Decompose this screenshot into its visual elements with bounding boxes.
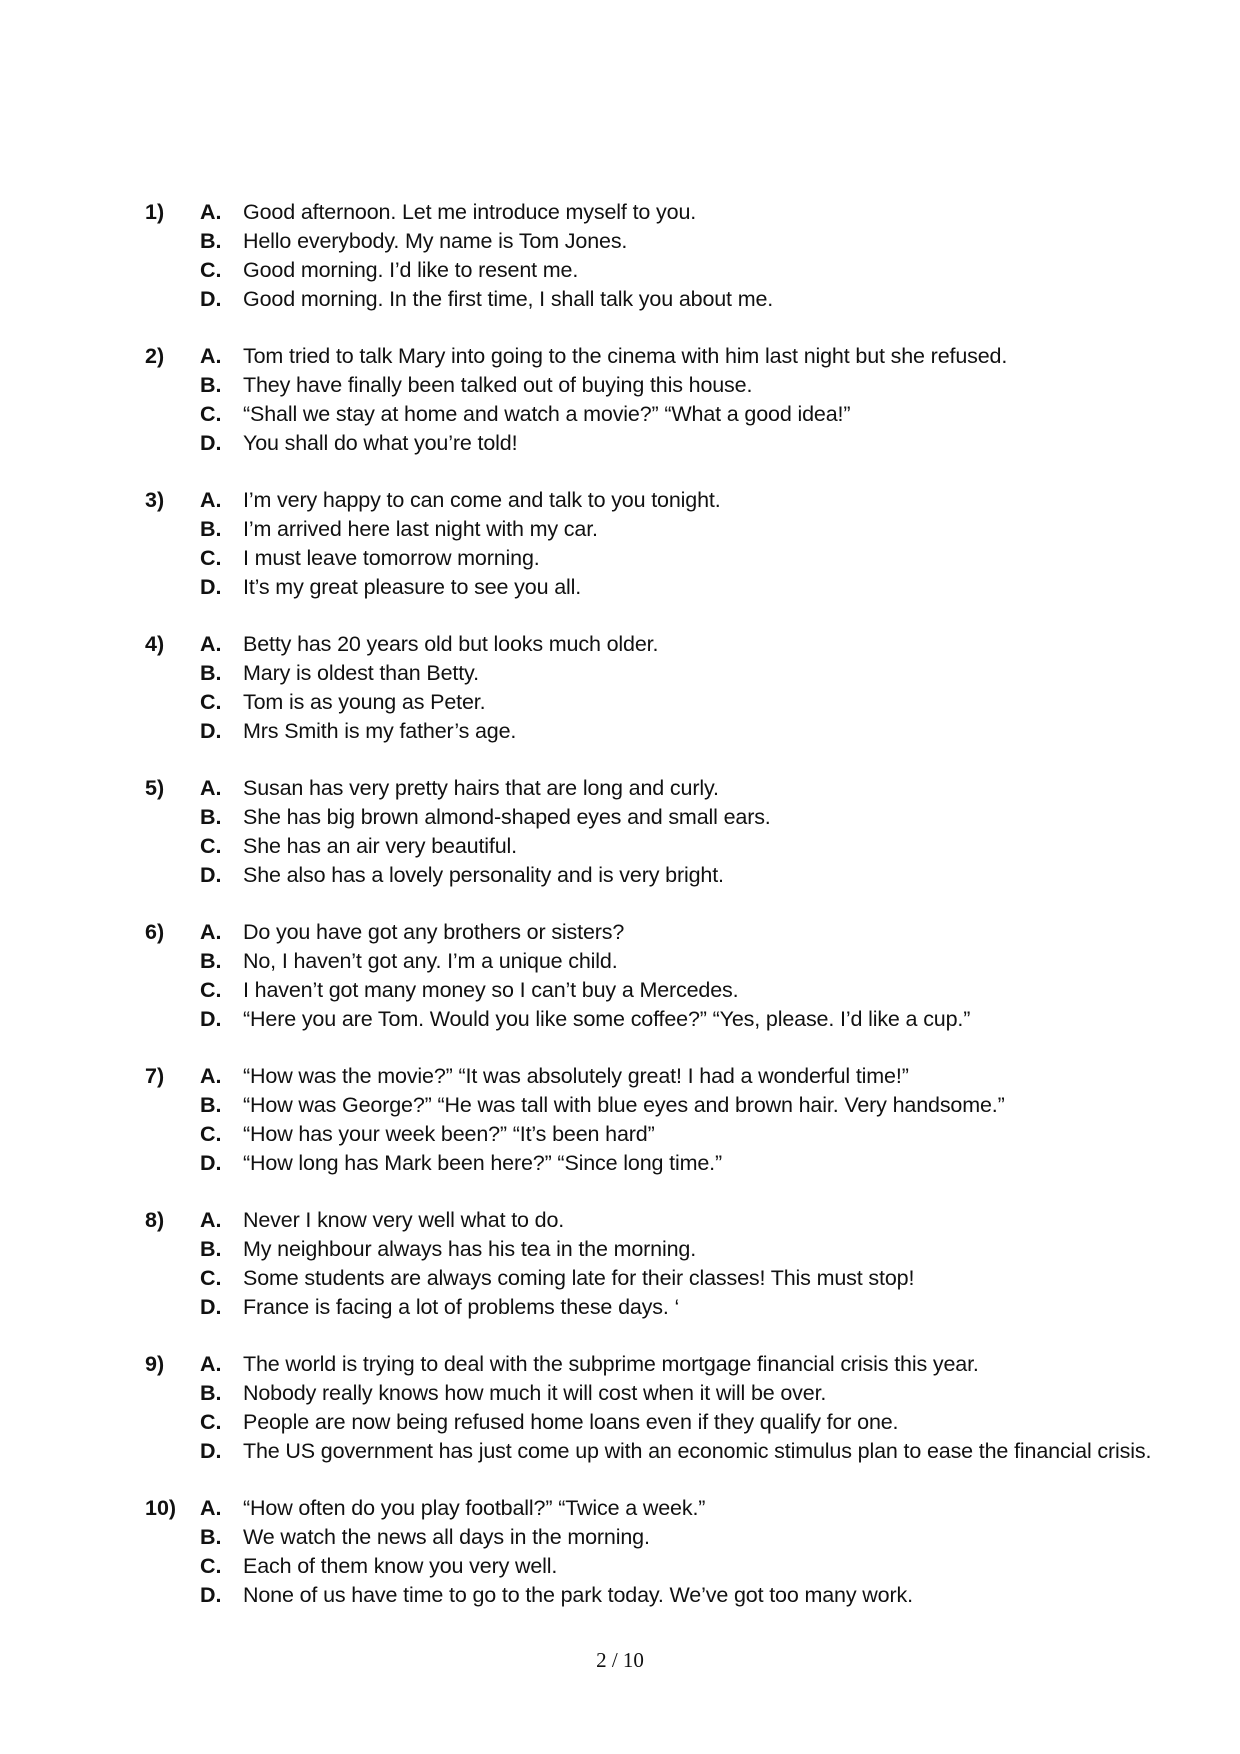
option-text: Do you have got any brothers or sisters? [243,920,625,944]
answer-option [0,1350,1240,1379]
answer-option [0,1379,1240,1408]
page-number: 2 / 10 [596,1648,644,1672]
answer-option [0,861,1240,890]
option-letter: B. [200,1525,222,1549]
option-text: Tom tried to talk Mary into going to the cinema with him last night but she refused. [243,344,1008,368]
answer-option [0,429,1240,458]
answer-option [0,256,1240,285]
option-text: France is facing a lot of problems these days. ‘ [243,1295,680,1319]
answer-option [0,947,1240,976]
question-number: 3) [145,488,165,512]
answer-option [0,918,1240,947]
answer-option [0,285,1240,314]
option-text: We watch the news all days in the morning. [243,1525,650,1549]
question-number: 1) [145,200,165,224]
question-item [0,486,1240,602]
answer-option [0,544,1240,573]
answer-option [0,515,1240,544]
answer-option [0,1494,1240,1523]
option-text: You shall do what you’re told! [243,431,518,455]
answer-option [0,1264,1240,1293]
option-text: I haven’t got many money so I can’t buy a Mercedes. [243,978,739,1002]
answer-option [0,1091,1240,1120]
option-letter: D. [200,719,222,743]
option-text: She has big brown almond-shaped eyes and small ears. [243,805,771,829]
answer-option [0,342,1240,371]
option-text: “How was the movie?” “It was absolutely great! I had a wonderful time!” [243,1064,909,1088]
option-letter: A. [200,632,222,656]
option-text: Nobody really knows how much it will cost when it will be over. [243,1381,827,1405]
answer-option [0,227,1240,256]
option-text: Never I know very well what to do. [243,1208,565,1232]
option-text: The US government has just come up with an economic stimulus plan to ease the financial crisis. [243,1439,1152,1463]
option-letter: C. [200,1554,222,1578]
question-number: 2) [145,344,165,368]
answer-option [0,630,1240,659]
question-number: 8) [145,1208,165,1232]
option-text: Tom is as young as Peter. [243,690,486,714]
option-letter: B. [200,661,222,685]
option-text: Some students are always coming late for their classes! This must stop! [243,1266,915,1290]
answer-option [0,1149,1240,1178]
option-text: The world is trying to deal with the subprime mortgage financial crisis this year. [243,1352,979,1376]
option-text: “Shall we stay at home and watch a movie?” “What a good idea!” [243,402,851,426]
option-text: Good afternoon. Let me introduce myself to you. [243,200,697,224]
answer-option [0,1235,1240,1264]
option-letter: A. [200,344,222,368]
question-item [0,1206,1240,1322]
option-text: Susan has very pretty hairs that are long and curly. [243,776,719,800]
option-text: Good morning. In the first time, I shall talk you about me. [243,287,774,311]
question-item [0,630,1240,746]
answer-option [0,573,1240,602]
option-letter: C. [200,258,222,282]
option-text: Mary is oldest than Betty. [243,661,479,685]
question-item [0,1494,1240,1610]
option-text: “How has your week been?” “It’s been hard” [243,1122,655,1146]
answer-option [0,400,1240,429]
option-text: My neighbour always has his tea in the morning. [243,1237,697,1261]
question-item [0,342,1240,458]
question-item [0,1350,1240,1466]
option-text: No, I haven’t got any. I’m a unique child. [243,949,618,973]
answer-option [0,1437,1240,1466]
answer-option [0,1293,1240,1322]
option-text: People are now being refused home loans even if they qualify for one. [243,1410,899,1434]
answer-option [0,1206,1240,1235]
answer-option [0,486,1240,515]
option-letter: B. [200,949,222,973]
option-letter: A. [200,1064,222,1088]
option-text: Each of them know you very well. [243,1554,558,1578]
option-text: It’s my great pleasure to see you all. [243,575,582,599]
option-letter: D. [200,1151,222,1175]
answer-option [0,832,1240,861]
answer-option [0,1062,1240,1091]
option-text: I must leave tomorrow morning. [243,546,540,570]
question-number: 6) [145,920,165,944]
answer-option [0,976,1240,1005]
option-letter: D. [200,1583,222,1607]
option-letter: D. [200,863,222,887]
option-letter: B. [200,1093,222,1117]
option-letter: C. [200,978,222,1002]
option-text: Good morning. I’d like to resent me. [243,258,579,282]
option-text: Betty has 20 years old but looks much older. [243,632,659,656]
option-text: “Here you are Tom. Would you like some coffee?” “Yes, please. I’d like a cup.” [243,1007,971,1031]
option-letter: C. [200,402,222,426]
option-letter: D. [200,1439,222,1463]
answer-option [0,717,1240,746]
option-letter: A. [200,1208,222,1232]
option-letter: D. [200,575,222,599]
option-letter: C. [200,1410,222,1434]
option-letter: B. [200,1237,222,1261]
option-text: I’m very happy to can come and talk to you tonight. [243,488,721,512]
option-text: She also has a lovely personality and is very bright. [243,863,724,887]
answer-option [0,803,1240,832]
option-text: She has an air very beautiful. [243,834,517,858]
question-item [0,918,1240,1034]
answer-option [0,688,1240,717]
option-letter: D. [200,287,222,311]
question-item [0,198,1240,314]
answer-option [0,1408,1240,1437]
option-text: Mrs Smith is my father’s age. [243,719,517,743]
option-letter: C. [200,834,222,858]
question-item [0,774,1240,890]
answer-option [0,1120,1240,1149]
option-letter: C. [200,1266,222,1290]
option-letter: B. [200,1381,222,1405]
option-letter: A. [200,920,222,944]
question-item [0,1062,1240,1178]
option-text: “How often do you play football?” “Twice a week.” [243,1496,706,1520]
question-number: 9) [145,1352,165,1376]
option-letter: B. [200,805,222,829]
option-letter: D. [200,1295,222,1319]
option-text: They have finally been talked out of buying this house. [243,373,753,397]
option-text: None of us have time to go to the park today. We’ve got too many work. [243,1583,913,1607]
option-letter: A. [200,1352,222,1376]
question-number: 5) [145,776,165,800]
option-letter: C. [200,690,222,714]
option-letter: C. [200,546,222,570]
option-text: “How was George?” “He was tall with blue eyes and brown hair. Very handsome.” [243,1093,1005,1117]
option-text: “How long has Mark been here?” “Since long time.” [243,1151,723,1175]
answer-option [0,371,1240,400]
option-letter: B. [200,373,222,397]
answer-option [0,1523,1240,1552]
option-letter: D. [200,1007,222,1031]
question-number: 10) [145,1496,177,1520]
answer-option [0,774,1240,803]
option-letter: A. [200,200,222,224]
option-letter: D. [200,431,222,455]
answer-option [0,1005,1240,1034]
option-letter: B. [200,229,222,253]
question-list [0,198,1240,1638]
question-number: 4) [145,632,165,656]
option-letter: B. [200,517,222,541]
option-letter: A. [200,1496,222,1520]
option-letter: A. [200,488,222,512]
option-letter: C. [200,1122,222,1146]
option-text: Hello everybody. My name is Tom Jones. [243,229,628,253]
answer-option [0,1581,1240,1610]
question-number: 7) [145,1064,165,1088]
option-letter: A. [200,776,222,800]
answer-option [0,659,1240,688]
answer-option [0,1552,1240,1581]
answer-option [0,198,1240,227]
option-text: I’m arrived here last night with my car. [243,517,598,541]
